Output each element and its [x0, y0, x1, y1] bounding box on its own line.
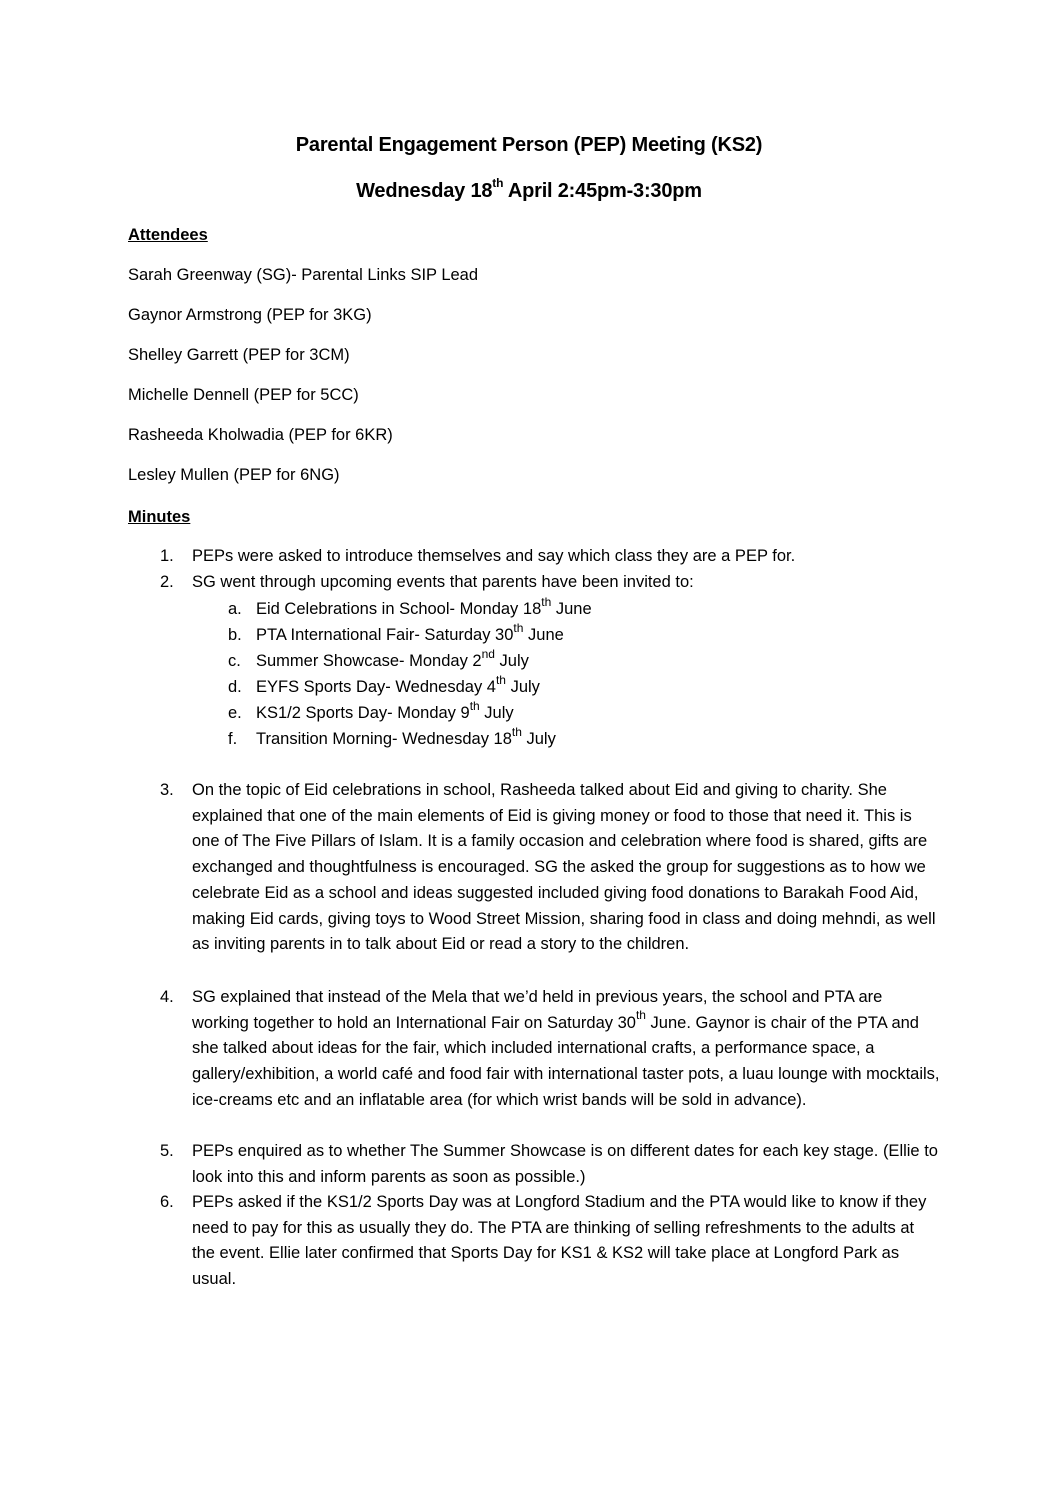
- attendee-item: Lesley Mullen (PEP for 6NG): [128, 466, 340, 484]
- attendee-item: Gaynor Armstrong (PEP for 3KG): [128, 306, 372, 324]
- item-number: 6.: [160, 1193, 174, 1211]
- event-text: EYFS Sports Day- Wednesday 4: [256, 678, 496, 696]
- event-item: [228, 698, 514, 724]
- attendee-item: Sarah Greenway (SG)- Parental Links SIP Lead: [128, 266, 479, 284]
- item-text: PEPs were asked to introduce themselves and say which class they are a PEP for.: [192, 547, 796, 565]
- event-date-suffix: th: [469, 698, 480, 713]
- event-text-end: July: [479, 704, 514, 722]
- event-text-end: June: [523, 626, 564, 644]
- minutes-item: [160, 778, 940, 958]
- item-text: [192, 985, 940, 1114]
- event-letter: c.: [228, 652, 241, 670]
- event-item: [228, 620, 564, 646]
- item-text: SG went through upcoming events that parents have been invited to:: [192, 573, 694, 591]
- minutes-item: [160, 1139, 940, 1190]
- event-text-end: July: [505, 678, 540, 696]
- meeting-date-part1: Wednesday 18: [356, 180, 493, 202]
- minutes-item: [160, 1190, 940, 1293]
- event-text: KS1/2 Sports Day- Monday 9: [256, 704, 470, 722]
- event-text-end: June: [551, 600, 592, 618]
- meeting-date: [0, 178, 1058, 204]
- meeting-date-suffix: th: [492, 176, 504, 191]
- minutes-heading: Minutes: [128, 508, 191, 526]
- item-text-part2: June. Gaynor is chair of the PTA and she talked about ideas for the fair, which included international crafts, a performance space, a gallery/exhibition, a world café and food fair with international taster pots, a luau lounge with mocktails, ice-creams etc and an inflatable area (for which wrist bands will be sold in advance).: [192, 1013, 940, 1109]
- item-date-suffix: th: [635, 1008, 646, 1023]
- event-date-suffix: th: [541, 594, 552, 609]
- event-item: [228, 646, 529, 672]
- item-number: 2.: [160, 573, 174, 591]
- meeting-date-part2: April 2:45pm-3:30pm: [503, 180, 702, 202]
- item-text: PEPs asked if the KS1/2 Sports Day was at Longford Stadium and the PTA would like to know if they need to pay for this as usually they do. The PTA are thinking of selling refreshments to the adults at the event. Ellie later confirmed that Sports Day for KS1 & KS2 will take place at Longford Park as usual.: [192, 1193, 927, 1289]
- event-letter: f.: [228, 730, 238, 748]
- attendees-heading: Attendees: [128, 226, 208, 244]
- event-letter: d.: [228, 678, 242, 696]
- event-date-suffix: th: [511, 724, 522, 739]
- event-date-suffix: nd: [481, 646, 495, 661]
- event-text: Summer Showcase- Monday 2: [256, 652, 482, 670]
- event-text: PTA International Fair- Saturday 30: [256, 626, 514, 644]
- document-title: Parental Engagement Person (PEP) Meeting (KS2): [295, 134, 763, 156]
- item-number: 4.: [160, 988, 174, 1006]
- attendee-item: Michelle Dennell (PEP for 5CC): [128, 386, 359, 404]
- event-text: Eid Celebrations in School- Monday 18: [256, 600, 542, 618]
- event-text: Transition Morning- Wednesday 18: [256, 730, 512, 748]
- item-number: 3.: [160, 781, 174, 799]
- event-item: [228, 672, 540, 698]
- event-letter: a.: [228, 600, 242, 618]
- event-text-end: July: [494, 652, 529, 670]
- attendee-item: Rasheeda Kholwadia (PEP for 6KR): [128, 426, 393, 444]
- event-item: [228, 594, 592, 620]
- item-number: 1.: [160, 547, 174, 565]
- minutes-item: [160, 985, 940, 1114]
- event-text-end: July: [521, 730, 556, 748]
- event-letter: b.: [228, 626, 242, 644]
- event-date-suffix: th: [495, 672, 506, 687]
- attendee-item: Shelley Garrett (PEP for 3CM): [128, 346, 350, 364]
- item-text-part1: SG explained that instead of the Mela that we’d held in previous years, the school and PTA are working together to hold an International Fair on Saturday 30: [192, 988, 883, 1032]
- minutes-item: [160, 570, 940, 596]
- event-letter: e.: [228, 704, 242, 722]
- item-text: On the topic of Eid celebrations in school, Rasheeda talked about Eid and giving to charity. She explained that one of the main elements of Eid is giving money or food to those that need it. This is one of The Five Pillars of Islam. It is a family occasion and celebration where food is shared, gifts are exchanged and thoughtfulness is encouraged. SG the asked the group for suggestions as to how we celebrate Eid as a school and ideas suggested included giving food donations to Barakah Food Aid, making Eid cards, giving toys to Wood Street Mission, sharing food in class and doing mehndi, as well as inviting parents in to talk about Eid or read a story to the children.: [192, 781, 936, 954]
- event-date-suffix: th: [513, 620, 524, 635]
- minutes-item: [160, 544, 940, 570]
- event-item: [228, 724, 556, 750]
- item-text: PEPs enquired as to whether The Summer Showcase is on different dates for each key stage. (Ellie to look into this and inform parents as soon as possible.): [192, 1142, 938, 1186]
- item-number: 5.: [160, 1142, 174, 1160]
